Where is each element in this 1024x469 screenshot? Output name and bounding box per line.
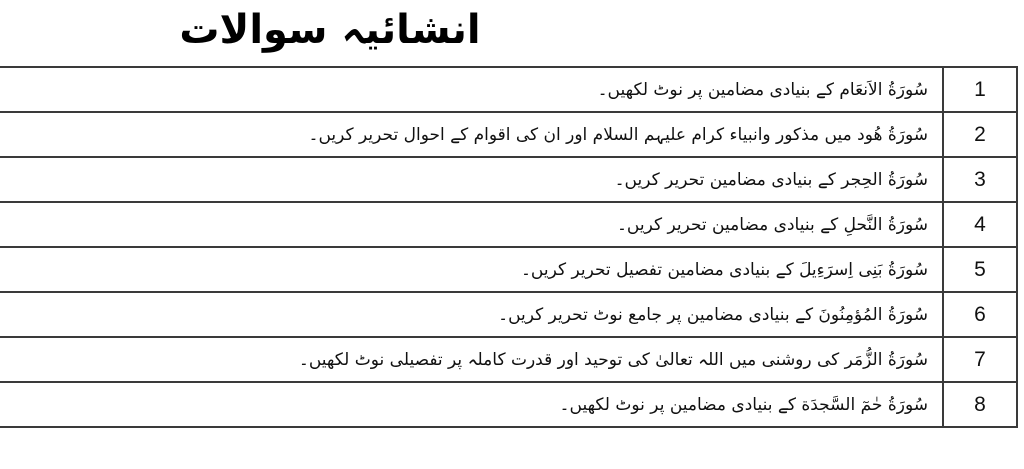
question-number: 4 <box>943 202 1017 247</box>
question-text: سُورَةُ الزُّمَر کی روشنی میں اللہ تعالیٰ کی توحید اور قدرت کاملہ پر تفصیلی نوٹ لکھیں۔ <box>0 337 943 382</box>
table-row <box>0 112 1017 157</box>
question-text: سُورَةُ هُود میں مذکور وانبیاء کرام علیہم السلام اور ان کی اقوام کے احوال تحریر کریں۔ <box>0 112 943 157</box>
question-number: 6 <box>943 292 1017 337</box>
table-row <box>0 157 1017 202</box>
page-title: انشائیہ سوالات <box>179 7 481 53</box>
question-number: 7 <box>943 337 1017 382</box>
table-row <box>0 292 1017 337</box>
question-number: 3 <box>943 157 1017 202</box>
table-row <box>0 337 1017 382</box>
table-row <box>0 67 1017 112</box>
question-number: 5 <box>943 247 1017 292</box>
questions-table <box>0 66 1018 428</box>
table-row <box>0 247 1017 292</box>
question-text: سُورَةُ بَنِی اِسرَءِیلَ کے بنیادی مضامین تفصیل تحریر کریں۔ <box>0 247 943 292</box>
table-row <box>0 202 1017 247</box>
question-text: سُورَةُ النَّحلِ کے بنیادی مضامین تحریر کریں۔ <box>0 202 943 247</box>
question-text: سُورَةُ الحِجر کے بنیادی مضامین تحریر کریں۔ <box>0 157 943 202</box>
question-number: 1 <box>943 67 1017 112</box>
question-text: سُورَةُ المُؤمِنُونَ کے بنیادی مضامین پر جامع نوٹ تحریر کریں۔ <box>0 292 943 337</box>
question-number: 2 <box>943 112 1017 157</box>
question-number: 8 <box>943 382 1017 427</box>
question-text: سُورَةُ حٰمٓ السَّجدَة کے بنیادی مضامین پر نوٹ لکھیں۔ <box>0 382 943 427</box>
table-row <box>0 382 1017 427</box>
question-text: سُورَةُ الاَنعَام کے بنیادی مضامین پر نوٹ لکھیں۔ <box>0 67 943 112</box>
